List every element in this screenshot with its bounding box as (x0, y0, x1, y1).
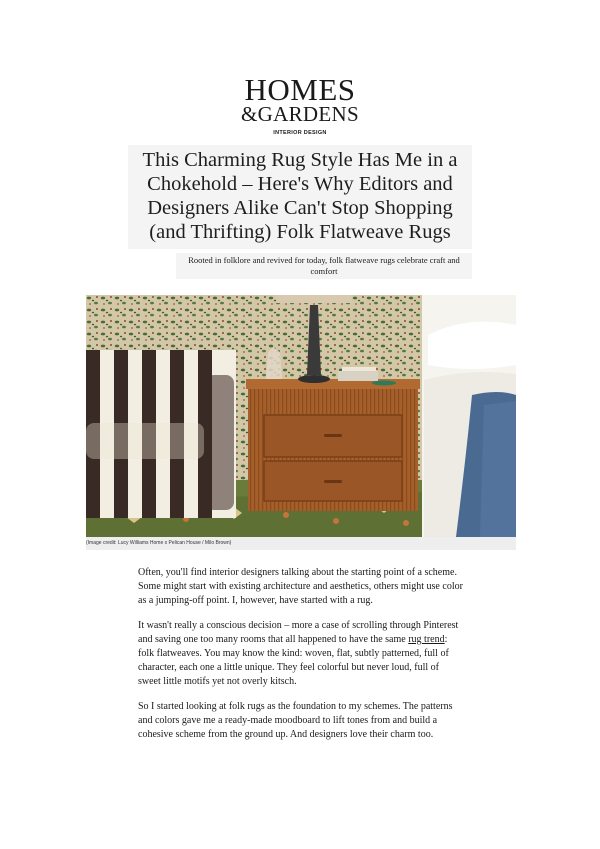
paragraph-2-text-start: It wasn't really a conscious decision – more a case of scrolling through Pinterest and saving one too many rooms that all happened to have the same (138, 619, 459, 645)
logo-homes: HOMES (244, 72, 356, 107)
hero-image (86, 295, 516, 537)
section-label[interactable]: INTERIOR DESIGN (273, 130, 327, 136)
logo-gardens: &GARDENS (241, 102, 359, 126)
image-caption: (Image credit: Lucy Williams Home x Pelican House / Milo Brown) (86, 540, 232, 546)
paragraph-2 (138, 619, 463, 690)
article-standfirst: Rooted in folklore and revived for today, folk flatweave rugs celebrate craft and comfort (188, 255, 460, 276)
paragraph-1: Often, you'll find interior designers talking about the starting point of a scheme. Some might start with existing architecture and aesthetics, others might use color as a jumping-off point. I, however, have started with a rug. (138, 567, 463, 607)
paragraph-3: So I started looking at folk rugs as the foundation to my schemes. The patterns and colors gave me a ready-made moodboard to lift tones from and build a cohesive scheme from the ground up. And designers love their charm too. (138, 700, 453, 741)
rug-trend-link[interactable]: rug trend (408, 633, 445, 645)
brand-logo[interactable] (0, 72, 600, 126)
article-body (138, 566, 463, 752)
article-headline: This Charming Rug Style Has Me in a Chokehold – Here's Why Editors and Designers Alike Can't Stop Shopping (and Thrifting) Folk Flatweave Rugs (142, 149, 458, 243)
paragraph-2-text-end: : folk flatweaves. You may know the kind: woven, flat, subtly patterned, full of character, each one a little unique. They feel colorful but never loud, full of sweet little motifs yet not overly kitsch. (138, 633, 449, 688)
